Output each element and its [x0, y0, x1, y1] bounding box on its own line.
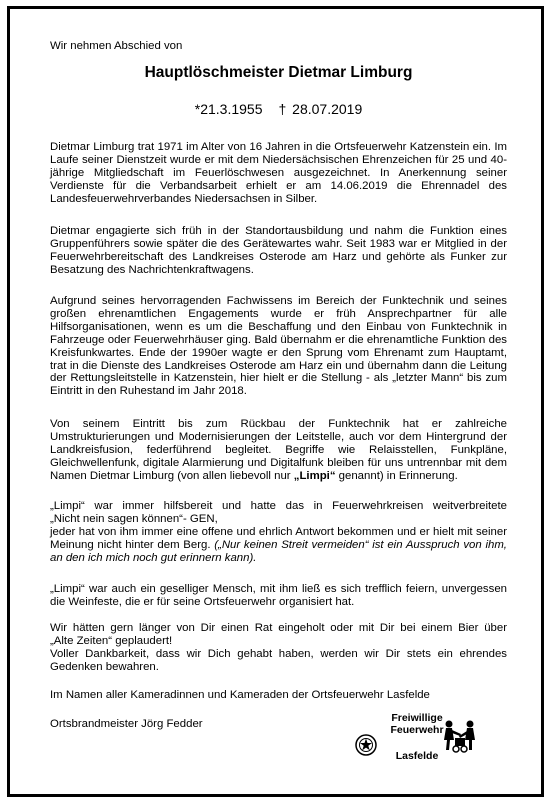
- paragraph-control-center-text: Von seinem Eintritt bis zum Rückbau der Funktechnik hat er zahlreiche Umstrukturierungen und Modernisierungen der Leitstelle, auch vor dem Hintergrund der Landkreisfusion, federführend begleitet. Begriffe wie Relaisstellen, Funkpläne, Gleichwellenfunk, digitale Alarmierung und Digitalfunk bleiben für uns untrennbar mit dem Namen Dietmar Limburg (von allen liebevoll nur: [50, 418, 507, 482]
- helpfulness-rest: [50, 526, 507, 565]
- farewell-line-2: „Alte Zeiten“ geplaudert!: [50, 634, 173, 647]
- closing-line: Im Namen aller Kameradinnen und Kameraden der Ortsfeuerwehr Lasfelde: [50, 689, 430, 701]
- paragraph-control-center: [50, 418, 507, 483]
- fire-brigade-logo: [351, 712, 481, 762]
- helpfulness-line-1: „Limpi“ war immer hilfsbereit und hatte das in Feuerwehrkreisen weitverbreitete: [50, 500, 507, 512]
- birth-date: *21.3.1955: [194, 101, 263, 117]
- paragraph-control-center-end: genannt) in Erinnerung.: [335, 469, 458, 482]
- paragraph-engagement: Dietmar engagierte sich früh in der Standortausbildung und nahm die Funktion eines Gruppenführers sowie später die des Gerätewartes wahr. Seit 1983 war er Mitglied in der Feuerwehrbereitschaft des Landkreises Osterode am Harz und gehörte als Funker zur Besatzung des Nachrichtenkraftwagens.: [50, 225, 507, 276]
- firefighters-with-pump-icon: [437, 716, 481, 756]
- nickname-bold: „Limpi“: [293, 469, 336, 482]
- logo-line-2: Feuerwehr: [390, 724, 444, 736]
- helpfulness-line-2: „Nicht nein sagen können“- GEN,: [50, 512, 218, 525]
- paragraph-career: Dietmar Limburg trat 1971 im Alter von 16 Jahren in die Ortsfeuerwehr Katzenstein ein. Im Laufe seiner Dienstzeit wurde er mit dem Niedersächsischen Ehrenzeichen für 25 und 40-jährige Mitgliedschaft im Feuerlöschwesen ausgezeichnet. In Anerkennung seiner Verdienste für die Verbandsarbeit erhielt er am 14.06.2019 die Ehrennadel des Landesfeuerwehrverbandes Niedersachsen in Silber.: [50, 141, 507, 205]
- logo-line-1: Freiwillige: [391, 712, 443, 724]
- death-date: † 28.07.2019: [278, 101, 363, 117]
- page-border: [7, 6, 544, 797]
- signature: Ortsbrandmeister Jörg Fedder: [50, 718, 203, 730]
- fire-brigade-emblem-icon: [355, 734, 377, 756]
- paragraph-helpfulness: [50, 500, 507, 565]
- farewell-rest: Voller Dankbarkeit, dass wir Dich gehabt haben, werden wir Dir stets ein ehrendes Gedenken bewahren.: [50, 647, 507, 673]
- intro-line: Wir nehmen Abschied von: [50, 40, 183, 52]
- logo-line-3: Lasfelde: [395, 750, 439, 762]
- helpfulness-text: jeder hat von ihm immer eine offene und ehrlich Antwort bekommen und er hielt mit seiner Meinung nicht hinter dem Berg.: [50, 525, 507, 551]
- paragraph-farewell: [50, 622, 507, 674]
- paragraph-radio-expertise: Aufgrund seines hervorragenden Fachwissens im Bereich der Funktechnik und seines großen ehrenamtlichen Engagements wurde er früh Ansprechpartner für alle Hilfsorganisationen, wenn es um die Beschaffung und den Einbau von Funktechnik in Fahrzeuge oder Feuerwehrhäuser ging. Bald übernahm er die ehrenamtliche Funktion des Kreisfunkwartes. Ende der 1990er wagte er den Sprung vom Ehrenamt zum Hauptamt, trat in die Dienste des Landkreises Osterode am Harz ein und übernahm dann die Leitung der Rettungsleitstelle in Katzenstein, hier hielt er die Stellung - als „letzter Mann“ bis zum Eintritt in den Ruhestand im Jahr 2018.: [50, 295, 507, 398]
- farewell-line-1: Wir hätten gern länger von Dir einen Rat eingeholt oder mit Dir bei einem Bier über: [50, 622, 507, 634]
- helpfulness-quote: („Nur keinen Streit vermeiden“ ist ein Ausspruch von ihm, an den ich mich noch gut erinnern kann).: [50, 538, 507, 564]
- deceased-title: Hauptlöschmeister Dietmar Limburg: [144, 64, 413, 81]
- paragraph-sociable: „Limpi“ war auch ein geselliger Mensch, mit ihm ließ es sich trefflich feiern, unvergessen die Weinfeste, die er für seine Ortsfeuerwehr organisiert hat.: [50, 583, 507, 608]
- life-dates: [50, 101, 507, 117]
